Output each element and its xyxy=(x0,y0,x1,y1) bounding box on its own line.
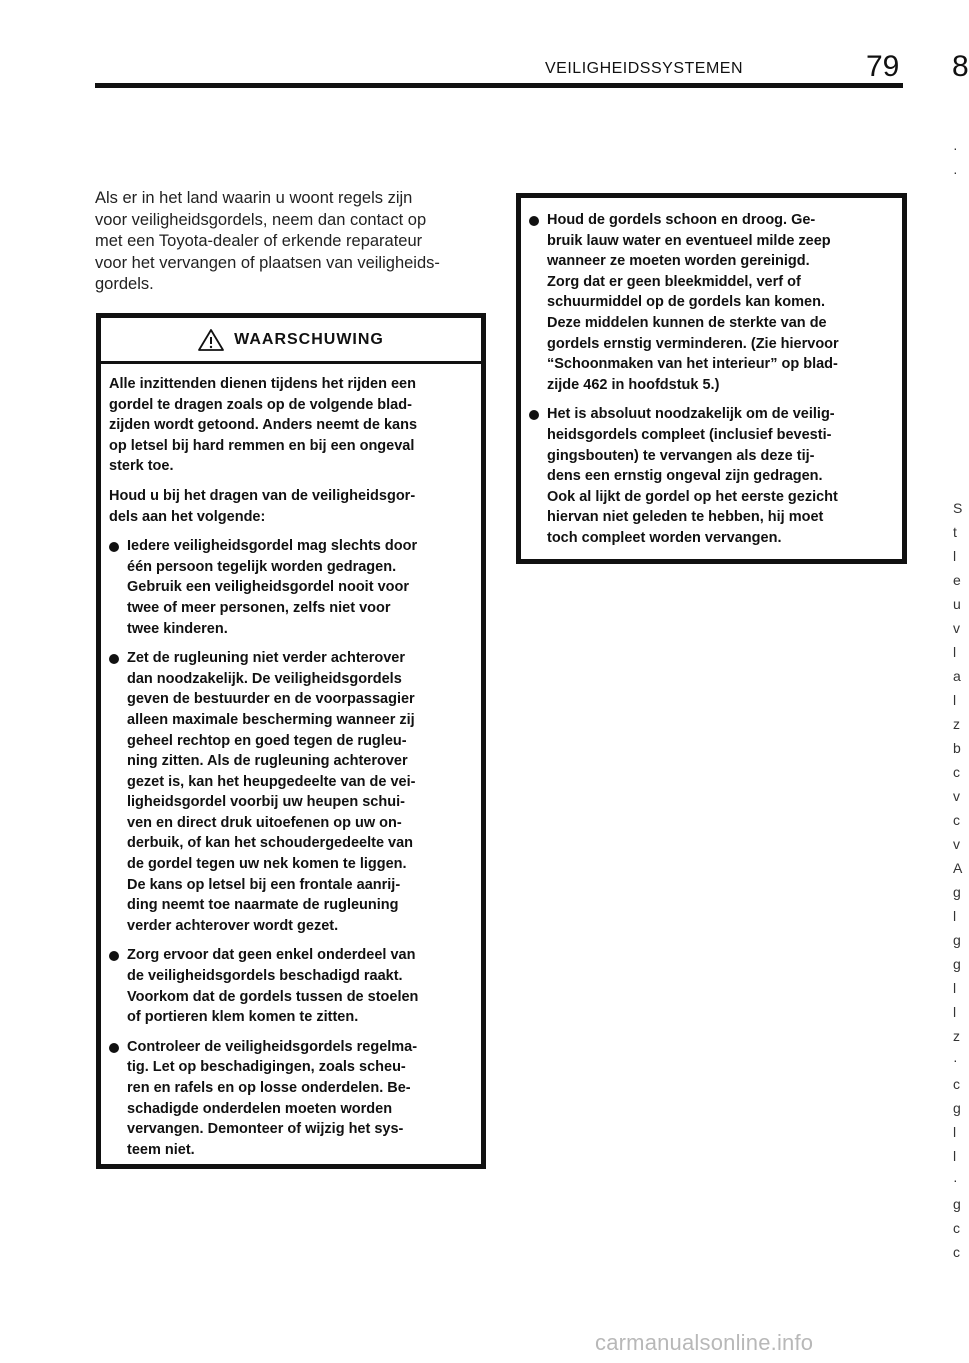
side-fragment: t xyxy=(953,524,957,540)
side-fragment: c xyxy=(953,812,960,828)
text-line: dens een ernstig ongeval zijn gedragen. xyxy=(547,468,823,485)
side-fragment: l xyxy=(953,548,957,564)
text-line: ligheidsgordel voorbij uw heupen schui- xyxy=(127,794,405,811)
text-line: gingsbouten) te vervangen als deze tij- xyxy=(547,447,815,464)
note-box xyxy=(516,193,907,564)
page-number: 79 xyxy=(866,50,900,83)
side-fragment: c xyxy=(953,1220,960,1236)
side-fragment xyxy=(953,380,960,404)
side-fragment: c xyxy=(953,1244,960,1260)
text-line: de gordel tegen uw nek komen te liggen. xyxy=(127,856,407,873)
text-line: twee kinderen. xyxy=(127,620,228,637)
side-fragment: g xyxy=(953,1100,961,1116)
adjacent-page-fragment xyxy=(953,140,963,1268)
text-line: ven en direct druk uitoefenen op uw on- xyxy=(127,814,402,831)
text-line: Deze middelen kunnen de sterkte van de xyxy=(547,314,827,331)
text-line: schuurmiddel op de gordels kan komen. xyxy=(547,294,825,311)
note-body xyxy=(521,198,902,549)
text-line: voor het vervangen of plaatsen van veiligheids- xyxy=(95,253,440,272)
text-line: De kans op letsel bij een frontale aanrij- xyxy=(127,876,401,893)
text-line: hiervan niet geleden te hebben, hij moet xyxy=(547,509,824,526)
text-line: Zet de rugleuning niet verder achterover xyxy=(127,650,405,667)
text-line: toch compleet worden vervangen. xyxy=(547,529,782,546)
side-fragment: z xyxy=(953,1028,960,1044)
text-line: Controleer de veiligheidsgordels regelma- xyxy=(127,1038,418,1055)
side-fragment xyxy=(953,308,960,332)
text-line: vervangen. Demonteer of wijzig het sys- xyxy=(127,1121,404,1138)
bullet-icon xyxy=(109,951,119,961)
side-fragment: g xyxy=(953,932,961,948)
side-fragment xyxy=(953,284,960,308)
text-line: ding neemt toe naarmate de rugleuning xyxy=(127,897,399,914)
side-fragment: e xyxy=(953,572,961,588)
footer-watermark[interactable]: carmanualsonline.info xyxy=(595,1330,814,1355)
text-line: met een Toyota-dealer of erkende reparateur xyxy=(95,232,423,250)
side-fragment xyxy=(953,332,960,356)
text-line: op letsel bij hard remmen en bij een ongeval xyxy=(109,437,415,454)
side-fragment xyxy=(953,404,960,428)
text-line: tig. Let op beschadigingen, zoals scheu- xyxy=(127,1059,406,1076)
text-line: één persoon tegelijk worden gedragen. xyxy=(127,558,397,575)
text-line: voor veiligheidsgordels, neem dan contact op xyxy=(95,210,427,229)
text-line: Houd de gordels schoon en droog. Ge- xyxy=(547,212,816,228)
side-fragment: z xyxy=(953,716,960,732)
side-fragment: · xyxy=(953,1172,958,1188)
note-bullet-item xyxy=(529,210,896,395)
side-fragment: v xyxy=(953,836,960,852)
warning-box xyxy=(96,313,486,1169)
text-line: wanneer ze moeten worden gereinigd. xyxy=(547,253,810,270)
side-fragment: · xyxy=(953,1052,958,1068)
text-line: ning zitten. Als de rugleuning achterover xyxy=(127,753,408,770)
side-fragment xyxy=(953,356,960,380)
text-line: ren en rafels en op losse onderdelen. Be- xyxy=(127,1080,411,1096)
text-line: Als er in het land waarin u woont regels zijn xyxy=(95,189,413,207)
side-fragment xyxy=(953,428,960,452)
text-line: zijden wordt getoond. Anders neemt de kans xyxy=(109,417,418,434)
side-fragment: S xyxy=(953,500,963,516)
intro-paragraph xyxy=(95,188,495,296)
warning-bullet-item xyxy=(109,648,475,936)
bullet-icon xyxy=(109,1043,119,1053)
side-fragment: l xyxy=(953,908,957,924)
text-line: alleen maximale bescherming wanneer zij xyxy=(127,711,415,728)
text-line: gordels ernstig verminderen. (Zie hiervoor xyxy=(547,335,839,352)
warning-title: WAARSCHUWING xyxy=(234,330,384,348)
side-fragment: a xyxy=(953,668,961,684)
text-line: geheel rechtop en goed tegen de rugleu- xyxy=(127,732,407,749)
side-fragment: g xyxy=(953,1196,961,1212)
text-line: “Schoonmaken van het interieur” op blad- xyxy=(547,356,838,373)
warning-bullet-item xyxy=(109,1037,475,1161)
side-fragment: u xyxy=(953,596,961,612)
side-fragment xyxy=(953,452,960,476)
text-line: bruik lauw water en eventueel milde zeep xyxy=(547,232,831,249)
side-fragment: l xyxy=(953,692,957,708)
side-fragment xyxy=(953,476,960,500)
side-fragment xyxy=(953,212,960,236)
text-line: Zorg ervoor dat geen enkel onderdeel van xyxy=(127,947,416,964)
side-fragment: g xyxy=(953,956,961,972)
text-line: Iedere veiligheidsgordel mag slechts door xyxy=(127,538,418,555)
text-line: gordel te dragen zoals op de volgende blad- xyxy=(109,396,412,413)
text-line: of portieren klem komen te zitten. xyxy=(127,1009,359,1026)
warning-bullet-item xyxy=(109,945,475,1027)
side-fragment: l xyxy=(953,1004,957,1020)
bullet-icon xyxy=(529,410,539,420)
side-fragment xyxy=(953,236,960,260)
text-line: Houd u bij het dragen van de veiligheidsgor- xyxy=(109,487,416,504)
text-line: gezet is, kan het heupgedeelte van de vei- xyxy=(127,773,416,790)
warning-bullet-item xyxy=(109,536,475,639)
warning-triangle-icon xyxy=(198,329,224,351)
text-line: heidsgordels compleet (inclusief bevesti- xyxy=(547,426,832,443)
side-fragment: · xyxy=(953,164,958,180)
side-fragment: · xyxy=(953,140,958,156)
text-line: Voorkom dat de gordels tussen de stoelen xyxy=(127,988,419,1005)
side-fragment: l xyxy=(953,980,957,996)
side-fragment: A xyxy=(953,860,963,876)
text-line: geven de bestuurder en de voorpassagier xyxy=(127,691,415,708)
side-fragment: l xyxy=(953,1124,957,1140)
text-line: dels aan het volgende: xyxy=(109,508,266,525)
text-line: Alle inzittenden dienen tijdens het rijden een xyxy=(109,376,416,392)
text-line: zijde 462 in hoofdstuk 5.) xyxy=(547,376,720,393)
text-line: Het is absoluut noodzakelijk om de veilig- xyxy=(547,406,835,423)
side-fragment: v xyxy=(953,620,960,636)
warning-header xyxy=(101,318,481,364)
text-line: schadigde onderdelen moeten worden xyxy=(127,1100,393,1117)
side-fragment: b xyxy=(953,740,961,756)
side-fragment: c xyxy=(953,764,960,780)
bullet-icon xyxy=(109,542,119,552)
text-line: gordels. xyxy=(95,275,154,293)
text-line: Zorg dat er geen bleekmiddel, verf of xyxy=(547,273,801,290)
warning-body xyxy=(101,364,481,1160)
text-line: de veiligheidsgordels beschadigd raakt. xyxy=(127,968,403,985)
side-fragment: l xyxy=(953,1148,957,1164)
side-fragment xyxy=(953,260,960,284)
bullet-icon xyxy=(529,216,539,226)
text-line: twee of meer personen, zelfs niet voor xyxy=(127,599,391,616)
text-line: Ook al lijkt de gordel op het eerste gezicht xyxy=(547,488,838,505)
side-fragment: v xyxy=(953,788,960,804)
side-fragment xyxy=(953,188,960,212)
text-line: sterk toe. xyxy=(109,458,174,475)
text-line: teem niet. xyxy=(127,1141,195,1158)
bullet-icon xyxy=(109,654,119,664)
warning-paragraph xyxy=(109,374,475,477)
side-fragment: g xyxy=(953,884,961,900)
text-line: derbuik, of kan het schoudergedeelte van xyxy=(127,835,414,852)
side-fragment: l xyxy=(953,644,957,660)
text-line: Gebruik een veiligheidsgordel nooit voor xyxy=(127,579,409,596)
note-bullet-item xyxy=(529,404,896,548)
header-rule xyxy=(95,83,903,88)
section-title: VEILIGHEIDSSYSTEMEN xyxy=(545,60,743,77)
text-line: verder achterover wordt gezet. xyxy=(127,917,339,934)
adjacent-page-number-fragment: 8 xyxy=(952,50,969,83)
warning-paragraph xyxy=(109,486,475,527)
side-fragment: c xyxy=(953,1076,960,1092)
text-line: dan noodzakelijk. De veiligheidsgordels xyxy=(127,670,402,687)
